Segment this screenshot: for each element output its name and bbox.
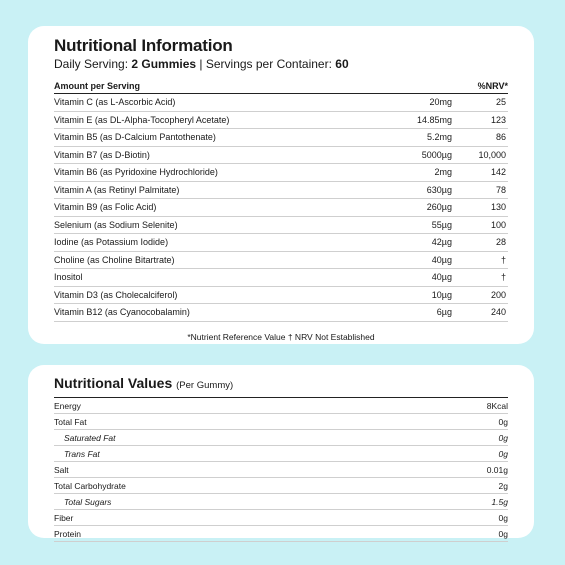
nutrition-info-title: Nutritional Information (54, 36, 233, 55)
nutrient-amount: 20mg (382, 94, 464, 111)
value-amount: 1.5g (404, 494, 508, 510)
table-row (54, 526, 508, 542)
nutrient-nrv: † (464, 269, 508, 287)
nutrient-nrv: 142 (464, 164, 508, 182)
value-name: Trans Fat (54, 446, 404, 462)
table-row (54, 398, 508, 414)
footnote: *Nutrient Reference Value † NRV Not Established (187, 331, 375, 342)
nutrient-name: Selenium (as Sodium Selenite) (54, 216, 382, 234)
vitamin-table (54, 94, 508, 322)
nutrient-amount: 260µg (382, 199, 464, 217)
table-row (54, 251, 508, 269)
nutrient-name: Vitamin A (as Retinyl Palmitate) (54, 181, 382, 199)
value-amount: 0g (404, 446, 508, 462)
nrv-header: %NRV* (477, 81, 508, 91)
table-row (54, 494, 508, 510)
nutritional-values-card (28, 365, 534, 538)
nutrient-nrv: 78 (464, 181, 508, 199)
nutrient-nrv: 100 (464, 216, 508, 234)
table-header (54, 79, 508, 94)
value-amount: 0.01g (404, 462, 508, 478)
nutrient-name: Vitamin E (as DL-Alpha-Tocopheryl Acetate) (54, 111, 382, 129)
nutrient-name: Vitamin B12 (as Cyanocobalamin) (54, 304, 382, 322)
nutrient-name: Vitamin B5 (as D-Calcium Pantothenate) (54, 129, 382, 147)
servings-per-container-label: | Servings per Container: (196, 57, 336, 71)
nutrient-amount: 10µg (382, 286, 464, 304)
nutrient-nrv: 86 (464, 129, 508, 147)
nutrient-nrv: 28 (464, 234, 508, 252)
nutrient-amount: 40µg (382, 269, 464, 287)
serving-info (54, 57, 508, 72)
table-row (54, 199, 508, 217)
value-amount: 0g (404, 526, 508, 542)
value-name: Total Fat (54, 414, 404, 430)
value-name: Fiber (54, 510, 404, 526)
table-row (54, 286, 508, 304)
value-name: Protein (54, 526, 404, 542)
nutrient-amount: 6µg (382, 304, 464, 322)
nutrient-nrv: 130 (464, 199, 508, 217)
value-name: Salt (54, 462, 404, 478)
nutrient-amount: 42µg (382, 234, 464, 252)
nutrient-name: Vitamin B9 (as Folic Acid) (54, 199, 382, 217)
value-name: Saturated Fat (54, 430, 404, 446)
table-row (54, 430, 508, 446)
nutrient-name: Vitamin D3 (as Cholecalciferol) (54, 286, 382, 304)
nutrient-name: Choline (as Choline Bitartrate) (54, 251, 382, 269)
nutrient-nrv: † (464, 251, 508, 269)
nutrient-name: Vitamin C (as L-Ascorbic Acid) (54, 94, 382, 111)
table-row (54, 304, 508, 322)
nutrient-nrv: 123 (464, 111, 508, 129)
values-table (54, 398, 508, 542)
table-row (54, 446, 508, 462)
nutrient-name: Vitamin B6 (as Pyridoxine Hydrochloride) (54, 164, 382, 182)
nutrient-name: Vitamin B7 (as D-Biotin) (54, 146, 382, 164)
table-row (54, 111, 508, 129)
nutrient-nrv: 10,000 (464, 146, 508, 164)
value-amount: 0g (404, 430, 508, 446)
value-amount: 8Kcal (404, 398, 508, 414)
table-row (54, 94, 508, 111)
servings-count: 60 (335, 57, 349, 71)
table-row (54, 510, 508, 526)
nutrient-amount: 630µg (382, 181, 464, 199)
nutrient-amount: 2mg (382, 164, 464, 182)
table-row (54, 129, 508, 147)
nutrient-amount: 40µg (382, 251, 464, 269)
value-name: Total Carbohydrate (54, 478, 404, 494)
nutrient-amount: 5000µg (382, 146, 464, 164)
nutrition-values-title: Nutritional Values (54, 375, 173, 391)
table-row (54, 216, 508, 234)
serving-size: 2 Gummies (131, 57, 197, 71)
value-name: Energy (54, 398, 404, 414)
nutrient-nrv: 240 (464, 304, 508, 322)
nutrient-amount: 55µg (382, 216, 464, 234)
nutrient-name: Iodine (as Potassium Iodide) (54, 234, 382, 252)
nutrient-name: Inositol (54, 269, 382, 287)
nutrient-amount: 14.85mg (382, 111, 464, 129)
serving-label: Daily Serving: (54, 57, 132, 71)
amount-per-serving-header: Amount per Serving (54, 81, 141, 91)
table-row (54, 269, 508, 287)
value-name: Total Sugars (54, 494, 404, 510)
value-amount: 2g (404, 478, 508, 494)
nutrient-nrv: 25 (464, 94, 508, 111)
table-row (54, 164, 508, 182)
table-row (54, 414, 508, 430)
table-row (54, 146, 508, 164)
value-amount: 0g (404, 510, 508, 526)
table-row (54, 234, 508, 252)
table-row (54, 478, 508, 494)
nutritional-information-card (28, 26, 534, 344)
per-gummy-label: (Per Gummy) (176, 380, 234, 391)
table-row (54, 462, 508, 478)
nutrition-values-heading (54, 374, 508, 398)
table-row (54, 181, 508, 199)
nutrient-nrv: 200 (464, 286, 508, 304)
value-amount: 0g (404, 414, 508, 430)
nutrient-amount: 5.2mg (382, 129, 464, 147)
